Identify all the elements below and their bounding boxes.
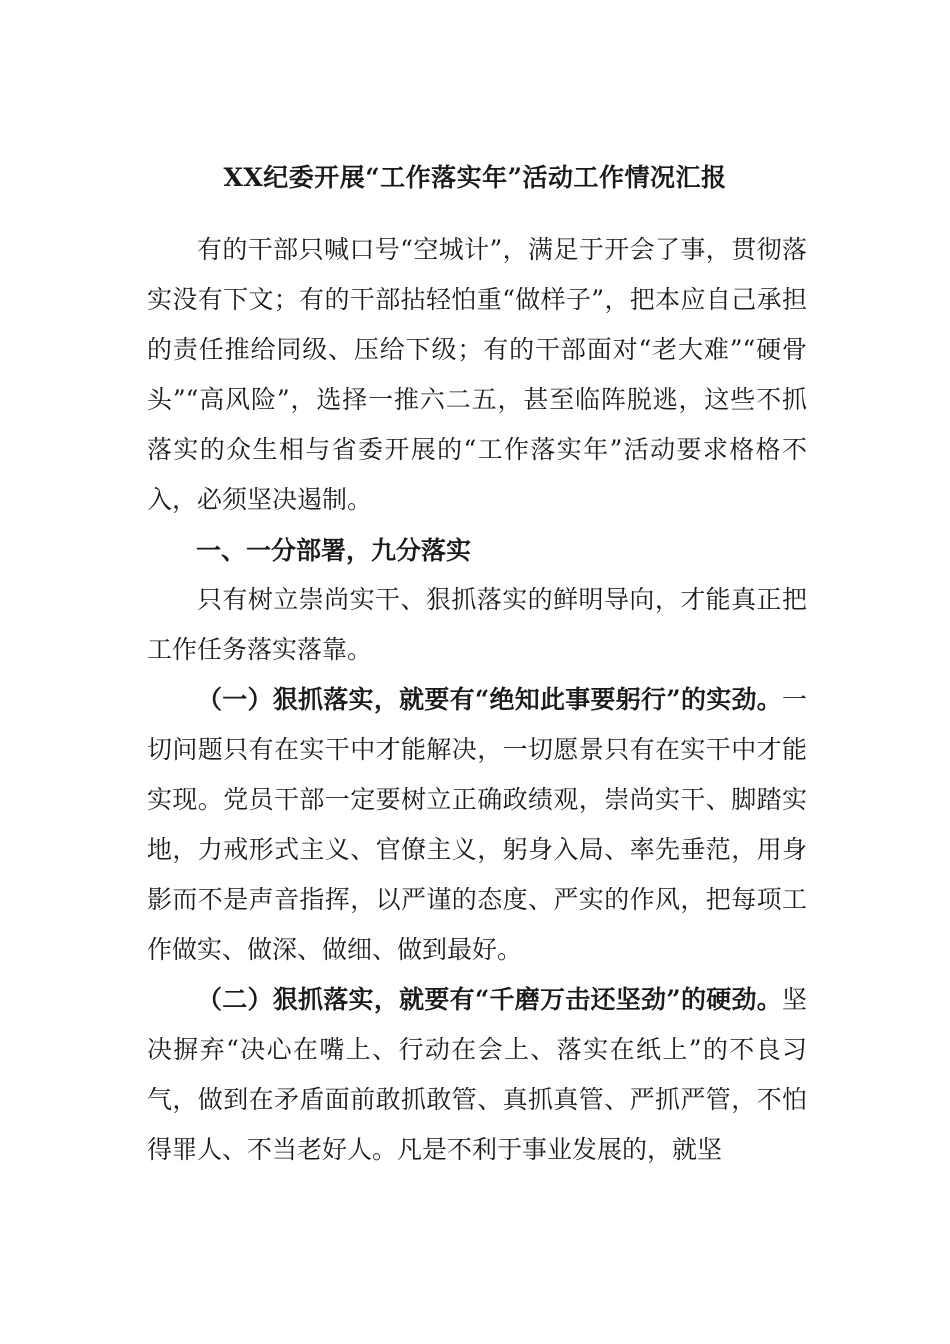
subsection2 — [147, 975, 807, 1175]
subsection1-body: 一切问题只有在实干中才能解决，一切愿景只有在实干中才能实现。党员干部一定要树立正确政绩观，崇尚实干、脚踏实地，力戒形式主义、官僚主义，躬身入局、率先垂范，用身影而不是声音指挥，以严谨的态度、严实的作风，把每项工作做实、做深、做细、做到最好。 — [147, 685, 807, 964]
subsection2-paragraph — [147, 975, 807, 1175]
section1-paragraph: 只有树立崇尚实干、狠抓落实的鲜明导向，才能真正把工作任务落实落靠。 — [147, 585, 807, 664]
section1-body — [147, 575, 807, 675]
document-title: XX纪委开展“工作落实年”活动工作情况汇报 — [223, 163, 727, 192]
subsection2-heading: （二）狠抓落实，就要有“千磨万击还坚劲”的硬劲。 — [197, 985, 782, 1014]
section1-heading: 一、一分部署，九分落实 — [196, 536, 472, 565]
subsection1 — [147, 675, 807, 975]
subsection1-heading: （一）狠抓落实，就要有“绝知此事要躬行”的实劲。 — [197, 685, 782, 714]
subsection1-paragraph — [147, 675, 807, 975]
subsection2-body: 坚决摒弃“决心在嘴上、行动在会上、落实在纸上”的不良习气，做到在矛盾面前敢抓敢管、真抓真管、严抓严管，不怕得罪人、不当老好人。凡是不利于事业发展的，就坚 — [147, 985, 807, 1164]
intro-paragraph: 有的干部只喊口号“空城计”，满足于开会了事，贯彻落实没有下文；有的干部拈轻怕重“做样子”，把本应自己承担的责任推给同级、压给下级；有的干部面对“老大难”“硬骨头”“高风险”，选择一推六二五，甚至临阵脱逃，这些不抓落实的众生相与省委开展的“工作落实年”活动要求格格不入，必须坚决遏制。 — [147, 235, 807, 514]
intro-section — [147, 225, 807, 525]
